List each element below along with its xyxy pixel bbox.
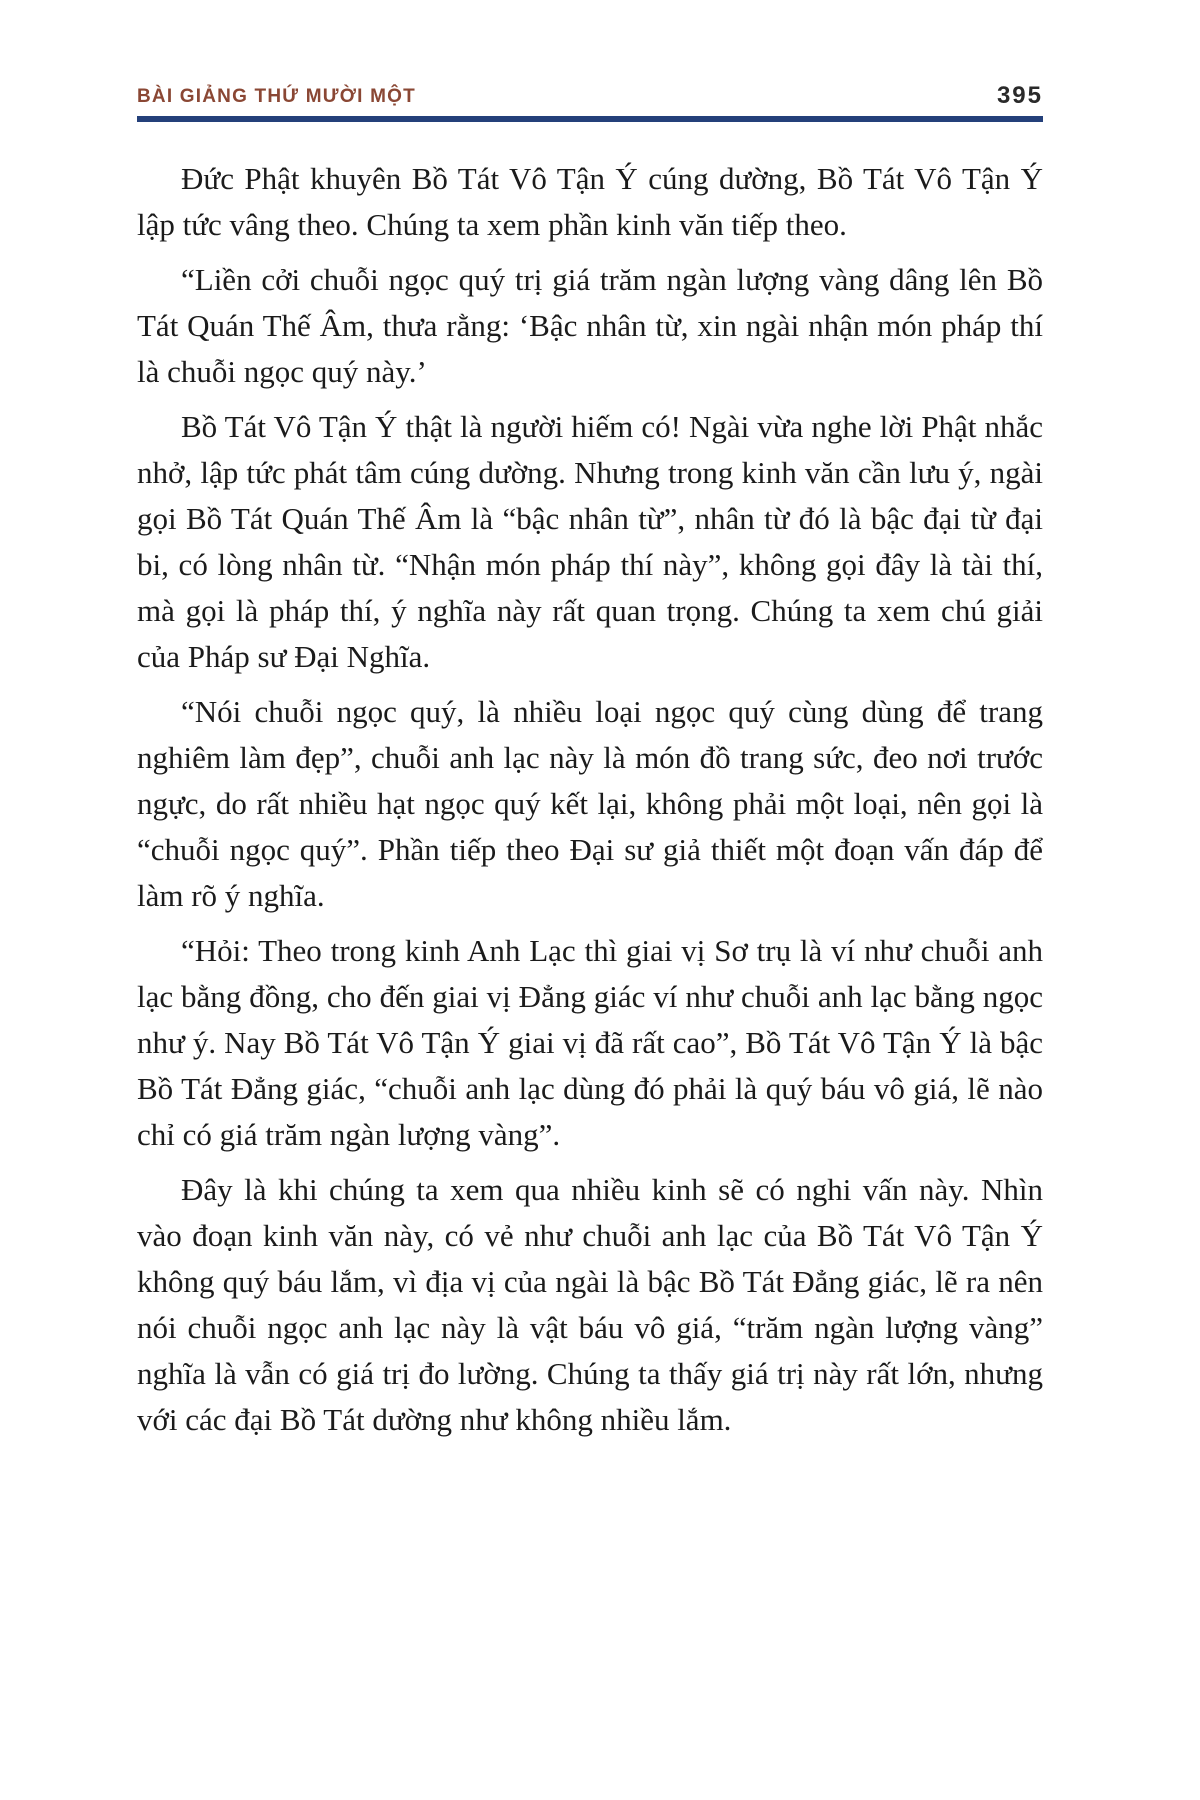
body-paragraph: Đức Phật khuyên Bồ Tát Vô Tận Ý cúng dường, Bồ Tát Vô Tận Ý lập tức vâng theo. Chúng ta xem phần kinh văn tiếp theo. — [137, 161, 1043, 242]
header-rule — [137, 116, 1043, 122]
body-paragraph: Bồ Tát Vô Tận Ý thật là người hiếm có! Ngài vừa nghe lời Phật nhắc nhở, lập tức phát tâm cúng dường. Nhưng trong kinh văn cần lưu ý, ngài gọi Bồ Tát Quán Thế Âm là “bậc nhân từ”, nhân từ đó là bậc đại từ đại bi, có lòng nhân từ. “Nhận món pháp thí này”, không gọi đây là tài thí, mà gọi là pháp thí, ý nghĩa này rất quan trọng. Chúng ta xem chú giải của Pháp sư Đại Nghĩa. — [137, 409, 1043, 674]
body-paragraph: “Nói chuỗi ngọc quý, là nhiều loại ngọc quý cùng dùng để trang nghiêm làm đẹp”, chuỗi anh lạc này là món đồ trang sức, đeo nơi trước ngực, do rất nhiều hạt ngọc quý kết lại, không phải một loại, nên gọi là “chuỗi ngọc quý”. Phần tiếp theo Đại sư giả thiết một đoạn vấn đáp để làm rõ ý nghĩa. — [137, 694, 1043, 913]
page-content — [137, 84, 1043, 1452]
body-paragraph: “Hỏi: Theo trong kinh Anh Lạc thì giai vị Sơ trụ là ví như chuỗi anh lạc bằng đồng, cho đến giai vị Đẳng giác ví như chuỗi anh lạc bằng ngọc như ý. Nay Bồ Tát Vô Tận Ý giai vị đã rất cao”, Bồ Tát Vô Tận Ý là bậc Bồ Tát Đẳng giác, “chuỗi anh lạc dùng đó phải là quý báu vô giá, lẽ nào chỉ có giá trăm ngàn lượng vàng”. — [137, 933, 1043, 1152]
body-paragraph: Đây là khi chúng ta xem qua nhiều kinh sẽ có nghi vấn này. Nhìn vào đoạn kinh văn này, có vẻ như chuỗi anh lạc của Bồ Tát Vô Tận Ý không quý báu lắm, vì địa vị của ngài là bậc Bồ Tát Đẳng giác, lẽ ra nên nói chuỗi ngọc anh lạc này là vật báu vô giá, “trăm ngàn lượng vàng” nghĩa là vẫn có giá trị đo lường. Chúng ta thấy giá trị này rất lớn, nhưng với các đại Bồ Tát dường như không nhiều lắm. — [137, 1172, 1043, 1437]
page-header — [137, 84, 1043, 116]
page-number: 395 — [996, 82, 1043, 109]
body-paragraph: “Liền cởi chuỗi ngọc quý trị giá trăm ngàn lượng vàng dâng lên Bồ Tát Quán Thế Âm, thưa rằng: ‘Bậc nhân từ, xin ngài nhận món pháp thí là chuỗi ngọc quý này.’ — [137, 262, 1043, 389]
running-header-title: BÀI GIẢNG THỨ MƯỜI MỘT — [137, 86, 416, 107]
body-text — [137, 156, 1043, 1443]
